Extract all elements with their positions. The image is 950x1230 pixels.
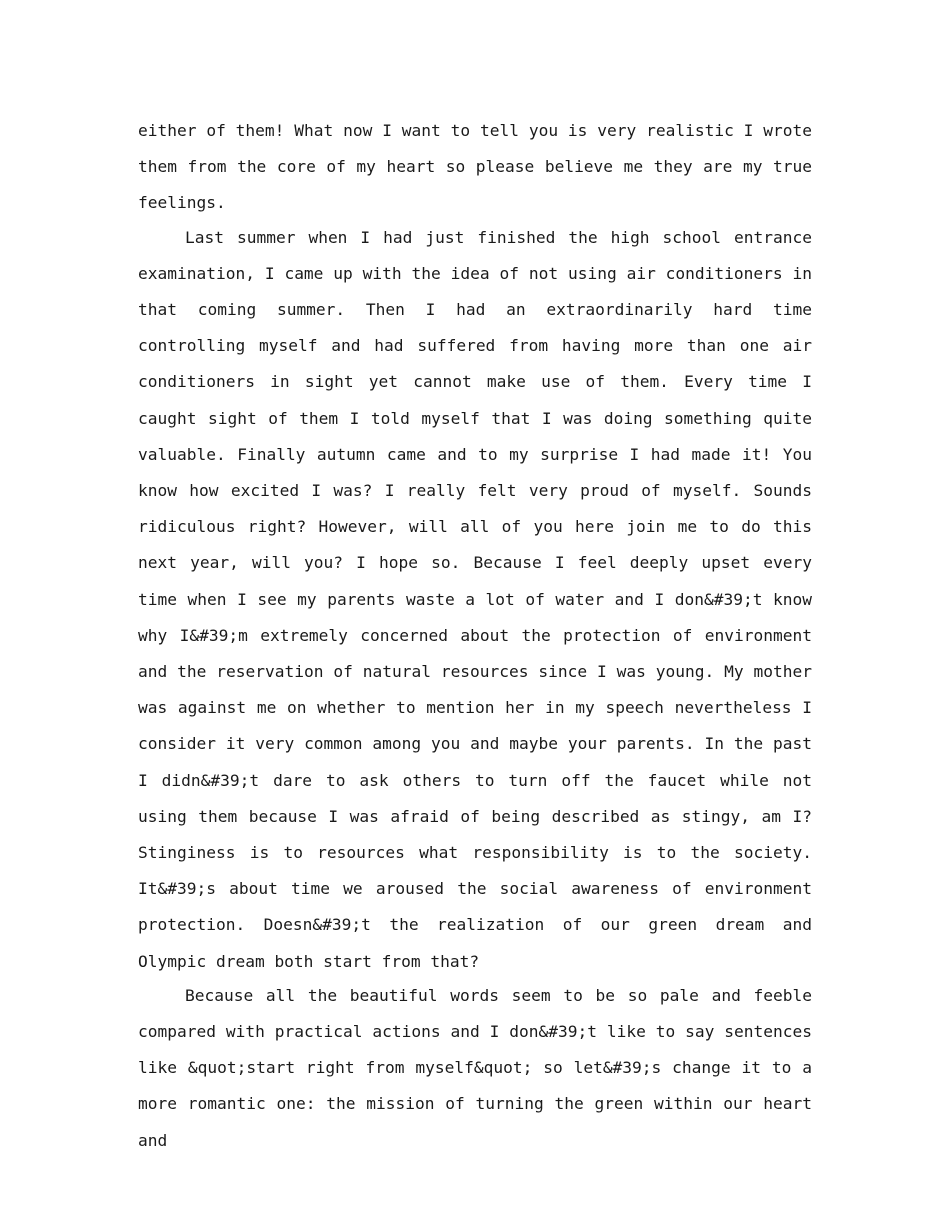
paragraph-2: Last summer when I had just finished the high school entrance examination, I came up with the idea of not using air conditioners in that coming summer. Then I had an extraordinarily hard time controlling myself and had suffered from having more than one air conditioners in sight yet cannot make use of them. Every time I caught sight of them I told myself that I was doing something quite valuable. Finally autumn came and to my surprise I had made it! You know how excited I was? I really felt very proud of myself. Sounds ridiculous right? However, will all of you here join me to do this next year, will you? I hope so. Because I feel deeply upset every time when I see my parents waste a lot of water and I don&#39;t know why I&#39;m extremely concerned about the protection of environment and the reservation of natural resources since I was young. My mother was against me on whether to mention her in my speech nevertheless I consider it very common among you and maybe your parents. In the past I didn&#39;t dare to ask others to turn off the faucet while not using them because I was afraid of being described as stingy, am I? Stinginess is to resources what responsibility is to the society. It&#39;s about time we aroused the social awareness of environment protection. Doesn&#39;t the realization of our green dream and Olympic dream both start from that? [138, 227, 812, 971]
document-body [138, 113, 812, 1159]
paragraph-1: either of them! What now I want to tell you is very realistic I wrote them from the core of my heart so please believe me they are my true feelings. [138, 121, 812, 213]
paragraph-3: Because all the beautiful words seem to be so pale and feeble compared with practical actions and I don&#39;t like to say sentences like &quot;start right from myself&quot; so let&#39;s change it to a more romantic one: the mission of turning the green within our heart and [138, 985, 812, 1150]
